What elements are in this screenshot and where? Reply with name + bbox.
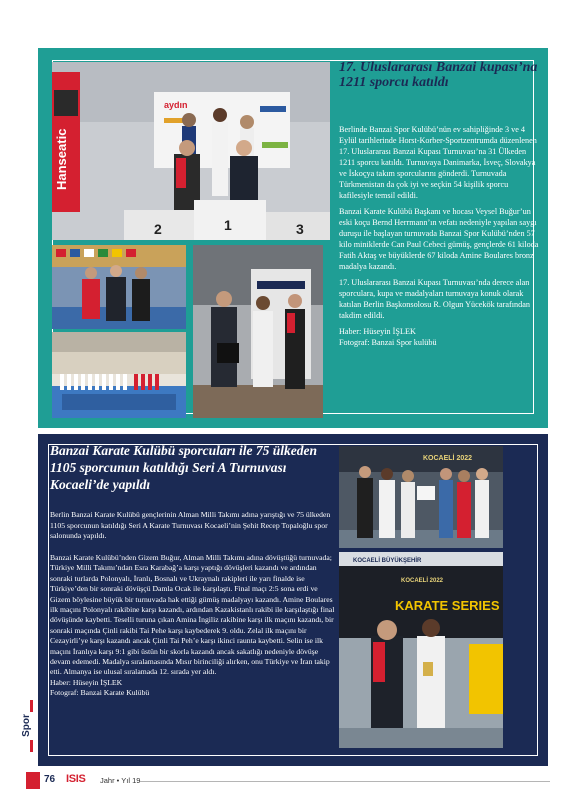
podium-number-3: 3 — [296, 221, 304, 237]
bottom-credits: Haber: Hüseyin İŞLEK Fotograf: Banzai Karate Kulübü — [50, 677, 150, 698]
magazine-logo: ISIS — [66, 773, 86, 785]
bottom-paragraph: Banzai Karate Kulübü’nden Gizem Buğur, Alman Milli Takımı adına dövüştüğü turnuvada; Türkiye Milli Takımı’ndan Esra Karabağ’a karşı yaptığı dövüşleri kazandı ve ardından sonraki turlarda Polonyalı, İranlı, Bosnalı ve Ukraynalı rakipleri ile yarı finalde ise Türkiye’den bir sonraki dövüşçü Damla Ocak ile karşılaştı. Final maçı 2:5 sona erdi ve Gizem böylesine büyük bir turnuvada hak ettiği gümüş madalyayı kazandı. Amine Boulares ilk maçını Polonyalı rakibine karşı kazandı, ardından Kazakistanlı rakibi ile karşılaştığı final dövüşünde kaybetti. Teselli turuna çıkan Amina İngiliz rakibine karşı ilk maçını kazandı, bir sonraki maçında Çinli rakibi Tai Pehe karşı kaybederek 9. oldu. Zelal ilk maçını bir Cezayirli’ye karşı kazandı ancak Çinli Tai Peh’e karşı ikinci raunta kaybetti. Selin ise ilk maçını İranlıya karşı 9:1 gibi üstün bir skorla kazandı ancak sakatlığı nedeniyle dövüşe devam edemedi. Madalya sıralamasında Mısır birinciliği alırken, onu Türkiye ve İran takip etti. Almanya ise ulusal sıralamada 12. sırada yer aldı. — [50, 553, 335, 677]
sponsor-text: aydın — [164, 100, 188, 110]
photo-banner-kocaeli-top: KOCAELİ 2022 — [423, 455, 473, 462]
bottom-article-title: Banzai Karate Kulübü sporcuları ile 75 ülkeden 1105 sporcunun katıldığı Seri A Turnuvası Kocaeli’de yapıldı — [50, 443, 318, 492]
karate-series-photo — [339, 552, 503, 748]
kocaeli-medal-photo — [339, 446, 503, 548]
top-article-title: 17. Uluslararası Banzai kupası’na 1211 sporcu katıldı — [339, 60, 538, 90]
section-label: Spor — [20, 714, 32, 737]
award-presentation-photo — [193, 245, 323, 418]
bottom-article-lead: Berlin Banzai Karate Kulübü gençlerinin Alman Milli Takımı adına yarıştığı ve 75 ülkeden 1105 sporcunun katıldığı Seri A Karate Turnuvası Kocaeli’nin Şehit Recep Topaloğlu spor salonunda yapıldı. — [50, 510, 331, 540]
issue-label: Jahr • Yıl 19 — [100, 776, 141, 785]
bottom-article-body — [50, 553, 335, 699]
hanseatic-banner-text: Hanseatic — [54, 128, 69, 190]
top-credits: Haber: Hüseyin İŞLEK Fotograf: Banzai Spor kulübü — [339, 327, 437, 347]
photo-banner-kocaeli-series: KOCAELİ 2022 — [401, 578, 444, 584]
top-paragraph-2: Banzai Karate Kulübü Başkanı ve hocası Veysel Buğur’un eski koçu Bernd Herrmann’ın vefatı nedeniyle yapılan saygı duruşu ile başlayan turnuvada Banzai Spor Kulübü’nden 57 kilo miniklerde Can Paul Cebeci gümüş, gençlerde 61 kiloda Fatih Aktaş ve büyüklerde 67 kiloda Amine Boulares bronz madalya kazandı. — [339, 207, 539, 271]
top-paragraph-3: 17. Uluslararası Banzai Kupası Turnuvası’nda derece alan sporculara, kupa ve madalyaları turnuvaya konuk olarak katılan Berlin Başkonsolosu R. Olgun Yücekök tarafından takdim edildi. — [339, 278, 530, 320]
footer-rule — [140, 781, 550, 782]
top-paragraph-1: Berlinde Banzai Spor Kulübü’nün ev sahipliğinde 3 ve 4 Eylül tarihlerinde Horst-Korber-Sportzentrumda düzenlenen 17. Uluslararası Banzai Kupası Turnuvası’na 31 Ülkeden 1211 sporcu katıldı. Turnuvaya Danimarka, İsveç, Slovakya ve İskoçya takım sporcularını gönderdi. Turnuvada Türkmenistan da çok iyi ve seçkin 54 kişilik sporcu kafilesiyle temsil edildi. — [339, 125, 537, 200]
podium-number-2: 2 — [154, 221, 162, 237]
hall-lineup-photo — [52, 332, 186, 418]
photo-banner-buyuksehir: KOCAELİ BÜYÜKŞEHİR — [353, 558, 422, 564]
photo-banner-karate-series: KARATE SERIES — [395, 598, 500, 613]
page-number: 76 — [44, 774, 56, 785]
officials-photo — [52, 245, 186, 329]
footer-red-bar — [26, 772, 40, 789]
top-article-body — [339, 124, 539, 353]
podium-number-1: 1 — [224, 217, 232, 233]
podium-photo — [52, 62, 330, 240]
